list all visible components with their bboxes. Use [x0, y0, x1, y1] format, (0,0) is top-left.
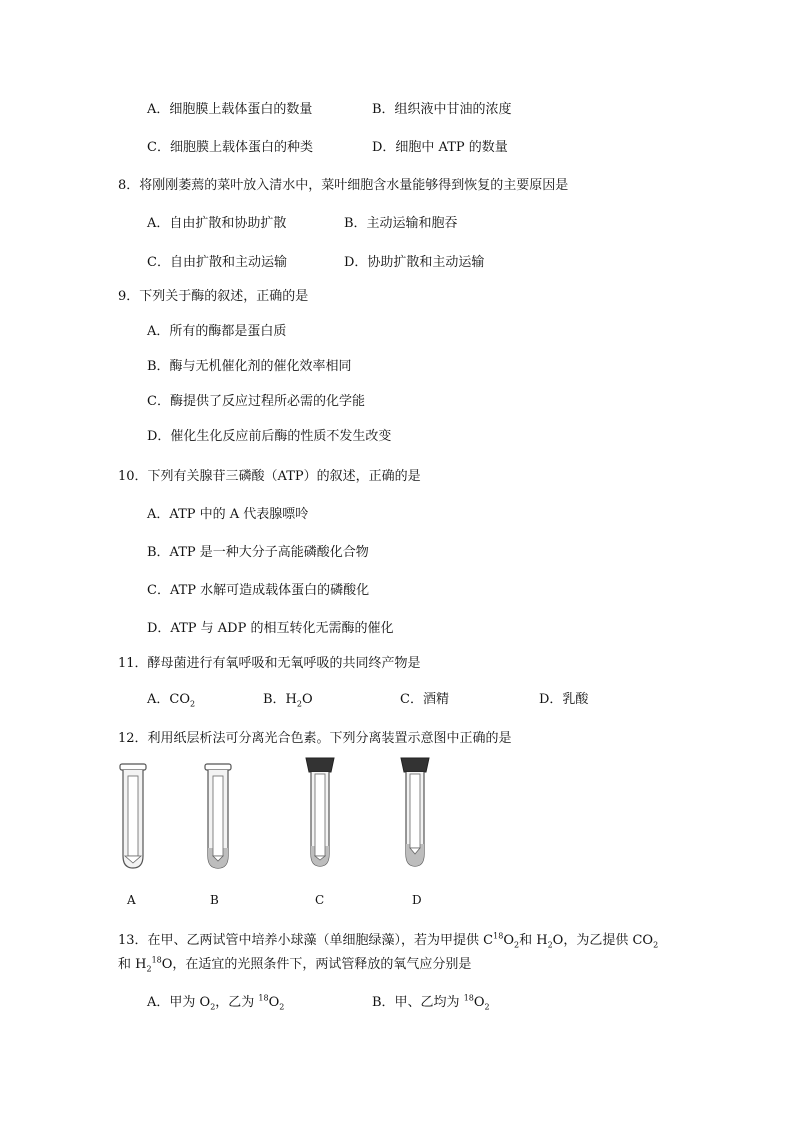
q9-option-b: B．酶与无机催化剂的催化效率相同: [147, 359, 352, 374]
figure-label-a: A: [127, 893, 136, 907]
q7-option-a: A．细胞膜上载体蛋白的数量: [147, 102, 313, 117]
q10-option-c: C．ATP 水解可造成载体蛋白的磷酸化: [147, 583, 370, 598]
q8-option-a: A．自由扩散和协助扩散: [147, 216, 287, 231]
q11-option-a: A．$CO_2$: [147, 692, 196, 709]
q11-option-c: C．酒精: [400, 692, 449, 707]
q13-stem-line2: 和 $H_2^{18}O$，在适宜的光照条件下，两试管释放的氧气应分别是: [118, 955, 472, 974]
q13-option-b: B．甲、乙均为 $^{18}O_2$: [372, 993, 490, 1012]
q8-option-c: C．自由扩散和主动运输: [147, 255, 287, 270]
figure-label-c: C: [315, 893, 325, 907]
q9-option-d: D．催化生化反应前后酶的性质不发生改变: [147, 429, 392, 444]
q8-stem: 8．将刚刚萎蔫的菜叶放入清水中，菜叶细胞含水量能够得到恢复的主要原因是: [118, 178, 569, 193]
q9-option-a: A．所有的酶都是蛋白质: [147, 324, 287, 339]
test-tube-c: [303, 756, 337, 874]
q10-stem: 10．下列有关腺苷三磷酸（ATP）的叙述，正确的是: [118, 469, 421, 484]
q8-option-b: B．主动运输和胞吞: [344, 216, 458, 231]
q7-option-c: C．细胞膜上载体蛋白的种类: [147, 140, 313, 155]
q11-option-b: B．$H_2O$: [263, 692, 313, 709]
q7-option-d: D．细胞中 ATP 的数量: [372, 140, 508, 155]
q13-stem: 13．在甲、乙两试管中培养小球藻（单细胞绿藻），若为甲提供 $C^{18}O_2$和 $H_2O$，为乙提供 $CO_2$: [118, 931, 659, 950]
q9-stem: 9．下列关于酶的叙述，正确的是: [118, 289, 309, 304]
test-tube-d: [398, 756, 432, 874]
q10-option-d: D．ATP 与 ADP 的相互转化无需酶的催化: [147, 621, 394, 636]
q11-stem: 11．酵母菌进行有氧呼吸和无氧呼吸的共同终产物是: [118, 656, 421, 671]
q13-option-a: A．甲为 $O_2$，乙为 $^{18}O_2$: [147, 993, 285, 1012]
figure-label-b: B: [210, 893, 219, 907]
figure-label-d: D: [412, 893, 422, 907]
q7-option-b: B．组织液中甘油的浓度: [372, 102, 512, 117]
q10-option-a: A．ATP 中的 A 代表腺嘌呤: [147, 507, 309, 522]
q10-option-b: B．ATP 是一种大分子高能磷酸化合物: [147, 545, 369, 560]
test-tube-b: [203, 762, 233, 874]
q12-stem: 12．利用纸层析法可分离光合色素。下列分离装置示意图中正确的是: [118, 731, 512, 746]
q8-option-d: D．协助扩散和主动运输: [344, 255, 485, 270]
q11-option-d: D．乳酸: [539, 692, 589, 707]
test-tube-a: [118, 762, 148, 874]
q9-option-c: C．酶提供了反应过程所必需的化学能: [147, 394, 365, 409]
